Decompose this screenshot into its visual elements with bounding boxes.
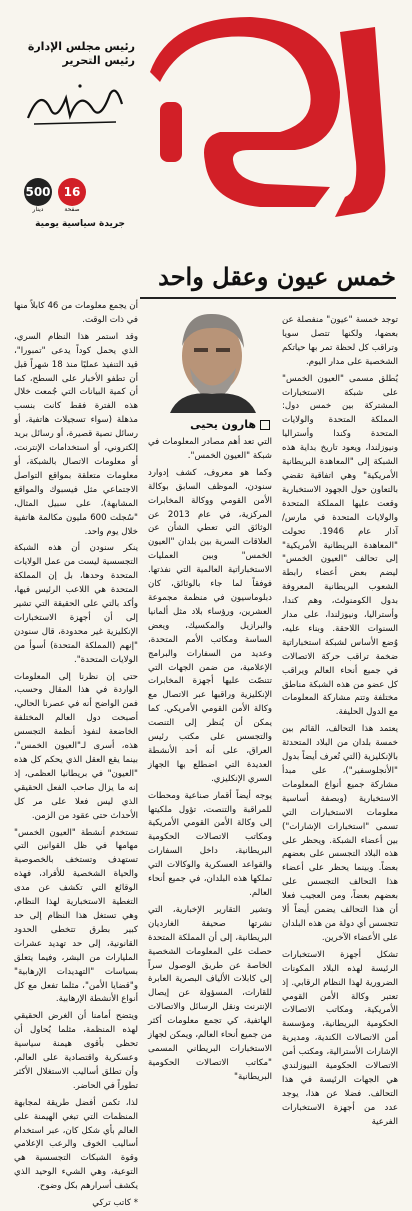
article-column-1 <box>282 314 398 1127</box>
paragraph: وكما هو معروف، كشف إدوارد سنودن، الموظف السابق بوكالة الأمن القومي ووكالة المخابرات المركزية، في عام 2013 عن الوثائق التي تعطي الشأن عن العلاقات السرية بين بلدان "العيون الخمس" وبين العمليات الاستخباراتية العالمية التي نفذتها. فوفقاً لما جاء بالوثائق، كان دبلوماسيون في منظمة مجموعة العشرين، ورؤساء بلاد مثل ألمانيا والبرازيل والمكسيك، ويعض الساسة ومكاتب الأمم المتحدة، وعديد من السفارات والبرامج الإعلامية، من ضمن الجهات التي تتنصّت عليها أجهزة المخابرات الإنكليزية وراقبها عبر الاتصال مع وكالة الأمن القومي الأمريكي. كما يمكن أن يُنظر إلى التنصت والتجسس على مكتب رئيس العراق، على أنه أحد الأنشطة العديدة التي اضطلع بها الجهاز السري الإنكليزي. <box>148 467 272 784</box>
paragraph: يوجه أيضاً أقمار صناعية ومحطات للمراقبة والتنصت، تؤول ملكيتها إلى وكالة الأمن القومي الأمريكية ومكاتب الاتصالات الحكومية البريطانية، داخل السفارات والقواعد العسكرية والوكالات التي تملكها هذه البلدان، في جميع أنحاء العالم. <box>148 790 272 898</box>
tagline: جريدة سياسية يومية <box>35 219 125 229</box>
byline-square-icon <box>260 420 270 430</box>
editor-signature <box>20 78 130 130</box>
article-column-2 <box>148 436 272 1082</box>
paragraph: أن يجمع معلومات من 46 كابلاً منها في ذات الوقت. <box>13 301 138 325</box>
price-box <box>18 178 90 216</box>
price-caption: دينار <box>32 206 44 213</box>
editor-title-line1: رئيس مجلس الإدارة <box>27 40 135 53</box>
author-byline <box>152 418 270 431</box>
headline-divider <box>140 297 396 299</box>
editor-title-line2: رئيس التحرير <box>62 54 135 67</box>
paragraph: وتشير التقارير الإخبارية، التي نشرتها صحيفة الغارديان البريطانية، إلى أن المملكة المتحدة حصلت على المعلومات الشخصية الخاصة عن طريق الوصول سراً إلى كابلات الألياف البصرية العابرة للقارات، المسؤولة عن إيصال الإنترنت ونقل الرسائل والاتصالات الهاتفية، كي تجمع معلومات أكثر من جميع أنحاء العالم، ويمكن لجهاز الاستخبارات البريطاني المسمى "مكاتب الاتصالات الحكومية البريطانية" <box>148 904 272 1082</box>
paragraph: ويتضح أمامنا أن الغرض الحقيقي لهذه المنظمة، مثلما يُحاول أن تحظى بأقوى هيمنة سياسية وعسكرية واقتصادية على العالم، وأن تطلق أساليب الاستغلال الأكثر تطوراً في الحاضر. <box>14 1011 138 1091</box>
author-name: هارون يحيى <box>190 418 256 431</box>
paragraph: تستخدم أنشطة "العيون الخمس" مهامها في ظل القوانين التي تستهدف وتستخف بالخصوصية والحياة الشخصية للأفراد، فهذه الوقائع التي تكشف عن مدى التغطية الاستخبارية لهذا النظام، وهي تستغل هذا النظام إلى حد كبير بطرق تتخطى الحدود القانونية، إلى حد تهديد عشرات المليارات من البشر، وفيما يتعلق بسياسات "التهديدات الإرهابية" و"قضايا الأمن"، مثلما تفعل مع كل أنواع الأنشطة الإرهابية. <box>14 827 138 1005</box>
paragraph: توجد خمسة "عيون" منفصلة عن بعضها، ولكنها تتصل سويا وتراقب كل لحظة تمر بها حياتكم الشخصية على مدار اليوم. <box>282 315 398 367</box>
paragraph: يُطلق مسمى "العيون الخمس" على شبكة الاستخبارات المشتركة بين خمس دول: المملكة المتحدة والولايات المتحدة وكندا وأستراليا ونيوزلندا، ويعود تاريخ بداية هذه الشبكة إلى "المعاهدة البريطانية الأمريكية" وهي اتفاقية تقضي بالتعاون حول الجهود الاستخبارية وقعت عليها المملكة المتحدة والولايات المتحدة في مارس/ آذار عام 1946. تحولت "المعاهدة البريطانية الأمريكية" إلى تحالف "العيون الخمس" ليضم بعض أعضاء رابطة الشعوب البريطانية المعروفة بدول الكومنولث، وهم كندا، وأستراليا، ونيوزلندا، على مدار السنوات اللاحقة. وبناء عليه، وُضع الأساس لشبكة استخباراتية ضخمة تراقب حركة الاتصالات في جميع أنحاء العالم ويراقب كل عضو من هذه الشبكة مناطق مختلفة وتتم مشاركة المعلومات مع الدول الحليفة. <box>282 373 398 718</box>
paragraph: تشكل أجهزة الاستخبارات الرئيسة لهذه البلاد المكونات الضرورية لهذا النظام الرقابي. إذ تعتبر وكالة الأمن القومي الأمريكية، ومكاتب الاتصالات الحكومية البريطانية، ومؤسسة أمن الاتصالات الكندية، ومديرية الإشارات الأسترالية، ومكتب أمن الاتصالات الحكومية النيوزلندي هي الجهات الرئيسة في هذا التحالف. فضلا عن هذا، يوجد عدد من أجهزة الاستخبارات الفرعية <box>282 949 398 1127</box>
article-column-3 <box>13 300 138 1209</box>
paragraph: حتى إن نظرنا إلى المعلومات الواردة في هذا المقال وحسب، فمن الواضح أنه في عصرنا الحالي، أصبحت دول العالم المختلفة الخاضعة لنفوذ أنظمة التجسس هذه، أسرى لـ"العيون الخمس"، بينما يقع العقل الذي يحكم كل هذه "العيون" في بريطانيا العظمى، إذ إنه ما يزال صاحب الفعل الحقيقي الذي ليس فعلا على مر كل الأحداث حتى عقود من الزمن. <box>14 671 138 821</box>
paragraph: وقد استمر هذا النظام السري، الذي يحمل كوداً يدعى "تمبورا"، قيد التنفيذ عمليًا منذ 18 شهراً قبل أن تطفو الأخبار على السطح، كما أن كمية البيانات التي جُمعت خلال هذه الفترة فقط كانت بنسب مذهلة (سواء تسجيلات هاتفية، أو رسائل نصية قصيرة، أو رسائل بريد إلكتروني، أو استخدامات الإنترنت، أو معلومات الاتصال بالشبكة، أو معلومات متعلقة بمواقع التواصل الاجتماعي مثل فيسبوك والمواقع المشابهة)، على سبيل المثال، "سُجلت 600 مليون مكالمة هاتفية خلال يوم واحد. <box>14 331 138 537</box>
author-photo <box>150 308 270 413</box>
paragraph: لذا، تكمن أفضل طريقة لمجابهة المنظمات التي تبغي الهيمنة على العالم بأي شكل كان، عبر استخدام أساليب الخوف والرعب الإعلامي وقوة الشبكات التجسسية هي التوعية، وهي الشيء الوحيد الذي يكشف أسرارهم بكل وضوح. <box>14 1097 138 1192</box>
masthead <box>0 0 412 235</box>
paragraph: التي تعد أهم مصادر المعلومات في شبكة "العيون الخمس". <box>148 437 272 461</box>
article-headline: خمس عيون وعقل واحد <box>158 262 396 291</box>
editor-title <box>10 40 135 68</box>
pages-badge: 16 <box>58 178 86 206</box>
price-badge: 500 <box>24 178 52 206</box>
paragraph: * كاتب تركي <box>92 1198 138 1209</box>
newspaper-logo <box>130 12 400 227</box>
pages-caption: صفحة <box>64 206 80 213</box>
paragraph: يعتمد هذا التحالف، القائم بين خمسة بلدان من البلاد المتحدثة بالإنكليزية (التي تُعرف أيضاً بدول "الأنجلوسفير")، على مبدأ مشاركة جميع أنواع المعلومات الاستخبارية (وبصفة أساسية معلومات الاستخبارات التي تسمى "استخبارات الإشارات") بين أعضاء الشبكة. ويحظر على هذه البلاد التجسس على بعضهم بعضاً. وبينما يحظر على أعضاء هذا التحالف التجسس على بعضهم بعضاً، ومن العجيب فعلا أن هذا التحالف يضمن أيضاً ألا تتجسس أي دولة من هذه البلدان على الأعضاء الآخرين. <box>282 724 398 943</box>
paragraph: ينكر سنودن أن هذه الشبكة التجسسية ليست من عمل الولايات المتحدة وحدها، بل إن المملكة المتحدة هي اللاعب الرئيس فيها، وأكد بالتي على الحقيقة التي تشير إلى أن أجهزة الاستخبارات الإنكليزية غير محدودة، قال سنودن "إنهم (المملكة المتحدة) أسوأ من الولايات المتحدة". <box>14 543 138 665</box>
